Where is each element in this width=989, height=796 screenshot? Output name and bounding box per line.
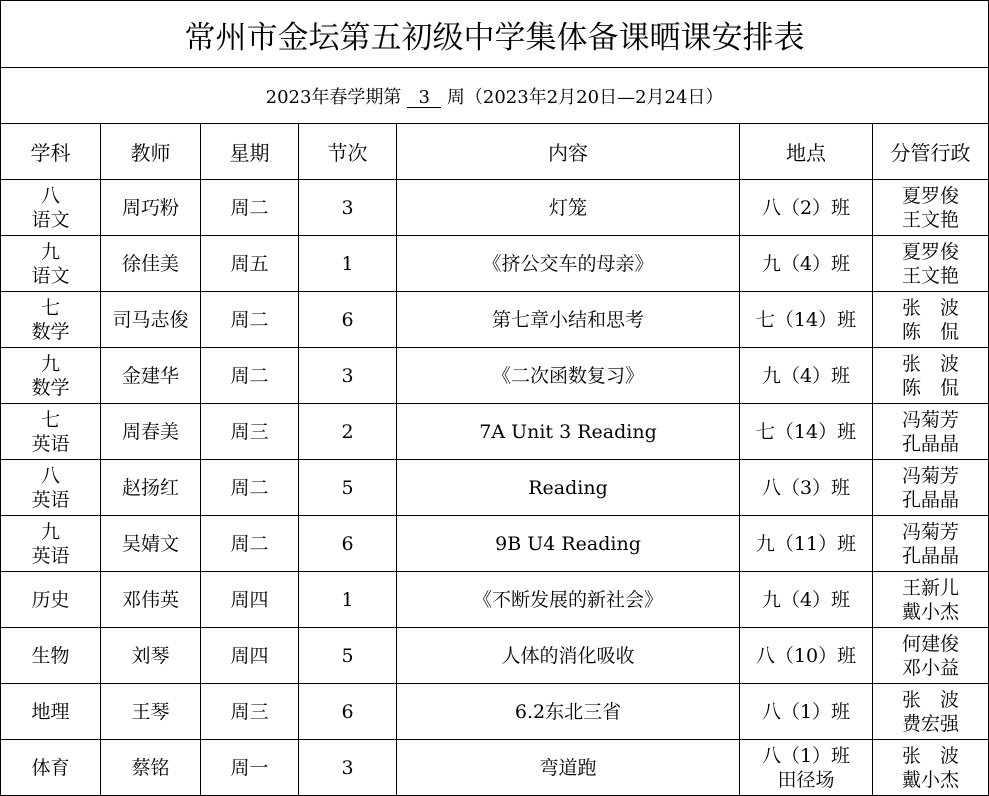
week-number: 3	[407, 89, 441, 108]
day-cell: 周二	[201, 180, 299, 236]
header-day: 星期	[201, 124, 299, 180]
period-cell: 1	[299, 572, 397, 628]
table-row	[1, 516, 989, 572]
grade-label: 八	[40, 184, 60, 207]
header-admin: 分管行政	[873, 124, 989, 180]
content-cell: 7A Unit 3 Reading	[397, 404, 740, 460]
admin-name: 戴小杰	[902, 600, 960, 623]
subject-cell	[1, 348, 101, 404]
admin-cell	[873, 460, 989, 516]
header-teacher: 教师	[101, 124, 201, 180]
admin-name: 王文艳	[902, 208, 960, 231]
location-cell	[740, 460, 873, 516]
subject-cell	[1, 236, 101, 292]
location-cell	[740, 404, 873, 460]
subject-label: 数学	[31, 376, 70, 399]
admin-name: 冯菊芳	[902, 464, 960, 487]
admin-cell	[873, 180, 989, 236]
location-line: 七（14）班	[755, 420, 857, 443]
admin-name: 孔晶晶	[902, 488, 960, 511]
page-title: 常州市金坛第五初级中学集体备课晒课安排表	[1, 1, 989, 68]
location-cell	[740, 236, 873, 292]
table-row	[1, 628, 989, 684]
day-cell: 周二	[201, 460, 299, 516]
period-cell: 5	[299, 460, 397, 516]
location-cell	[740, 572, 873, 628]
location-line: 田径场	[777, 768, 835, 791]
table-row	[1, 348, 989, 404]
subject-label: 语文	[31, 264, 70, 287]
teacher-cell: 金建华	[101, 348, 201, 404]
admin-cell	[873, 516, 989, 572]
period-cell: 3	[299, 180, 397, 236]
subject-cell	[1, 292, 101, 348]
week-line	[1, 68, 989, 124]
subject-cell: 生物	[1, 628, 101, 684]
table-row	[1, 236, 989, 292]
period-cell: 3	[299, 740, 397, 796]
day-cell: 周一	[201, 740, 299, 796]
location-cell	[740, 740, 873, 796]
week-prefix: 2023年春学期第	[265, 86, 402, 108]
subject-label: 英语	[31, 544, 70, 567]
location-line: 八（1）班	[761, 744, 851, 767]
subject-cell: 地理	[1, 684, 101, 740]
period-cell: 5	[299, 628, 397, 684]
location-cell	[740, 292, 873, 348]
period-cell: 6	[299, 292, 397, 348]
table-row	[1, 460, 989, 516]
admin-name: 张 波	[902, 744, 960, 767]
admin-name: 张 波	[902, 352, 960, 375]
table-row	[1, 740, 989, 796]
teacher-cell: 王琴	[101, 684, 201, 740]
header-subject: 学科	[1, 124, 101, 180]
admin-name: 王文艳	[902, 264, 960, 287]
content-cell: 《二次函数复习》	[397, 348, 740, 404]
teacher-cell: 刘琴	[101, 628, 201, 684]
location-line: 七（14）班	[755, 308, 857, 331]
location-cell	[740, 180, 873, 236]
content-cell: Reading	[397, 460, 740, 516]
location-line: 九（4）班	[761, 588, 851, 611]
grade-label: 九	[40, 240, 60, 263]
header-content: 内容	[397, 124, 740, 180]
period-cell: 2	[299, 404, 397, 460]
teacher-cell: 邓伟英	[101, 572, 201, 628]
admin-cell	[873, 684, 989, 740]
header-row	[1, 124, 989, 180]
subject-label: 语文	[31, 208, 70, 231]
table-row	[1, 180, 989, 236]
teacher-cell: 徐佳美	[101, 236, 201, 292]
day-cell: 周三	[201, 404, 299, 460]
subject-cell: 体育	[1, 740, 101, 796]
admin-name: 戴小杰	[902, 768, 960, 791]
admin-name: 陈 侃	[902, 376, 960, 399]
admin-name: 夏罗俊	[902, 184, 960, 207]
day-cell: 周二	[201, 292, 299, 348]
admin-name: 张 波	[902, 296, 960, 319]
teacher-cell: 赵扬红	[101, 460, 201, 516]
content-cell: 9B U4 Reading	[397, 516, 740, 572]
admin-name: 陈 侃	[902, 320, 960, 343]
admin-name: 张 波	[902, 688, 960, 711]
subject-label: 英语	[31, 488, 70, 511]
content-cell: 《挤公交车的母亲》	[397, 236, 740, 292]
location-line: 八（3）班	[761, 476, 851, 499]
admin-name: 孔晶晶	[902, 432, 960, 455]
teacher-cell: 吴婧文	[101, 516, 201, 572]
location-line: 九（4）班	[761, 364, 851, 387]
content-cell: 弯道跑	[397, 740, 740, 796]
location-cell	[740, 628, 873, 684]
teacher-cell: 周春美	[101, 404, 201, 460]
content-cell: 第七章小结和思考	[397, 292, 740, 348]
grade-label: 七	[40, 408, 60, 431]
admin-cell	[873, 740, 989, 796]
subject-cell: 历史	[1, 572, 101, 628]
grade-label: 九	[40, 352, 60, 375]
teacher-cell: 蔡铭	[101, 740, 201, 796]
location-cell	[740, 348, 873, 404]
admin-name: 王新儿	[902, 576, 960, 599]
location-line: 八（2）班	[761, 196, 851, 219]
admin-name: 冯菊芳	[902, 408, 960, 431]
table-row	[1, 572, 989, 628]
header-location: 地点	[740, 124, 873, 180]
day-cell: 周三	[201, 684, 299, 740]
subject-label: 英语	[31, 432, 70, 455]
location-cell	[740, 516, 873, 572]
grade-label: 七	[40, 296, 60, 319]
admin-name: 冯菊芳	[902, 520, 960, 543]
period-cell: 6	[299, 516, 397, 572]
admin-name: 夏罗俊	[902, 240, 960, 263]
subject-cell	[1, 516, 101, 572]
subject-cell	[1, 404, 101, 460]
admin-cell	[873, 236, 989, 292]
location-line: 八（1）班	[761, 700, 851, 723]
admin-name: 费宏强	[902, 712, 960, 735]
subject-cell	[1, 180, 101, 236]
teacher-cell: 司马志俊	[101, 292, 201, 348]
admin-cell	[873, 572, 989, 628]
location-cell	[740, 684, 873, 740]
grade-label: 八	[40, 464, 60, 487]
day-cell: 周四	[201, 628, 299, 684]
period-cell: 6	[299, 684, 397, 740]
admin-name: 孔晶晶	[902, 544, 960, 567]
grade-label: 九	[40, 520, 60, 543]
table-row	[1, 684, 989, 740]
content-cell: 灯笼	[397, 180, 740, 236]
week-suffix: 周（2023年2月20日—2月24日）	[446, 86, 724, 108]
location-line: 九（4）班	[761, 252, 851, 275]
day-cell: 周二	[201, 516, 299, 572]
table-row	[1, 404, 989, 460]
day-cell: 周五	[201, 236, 299, 292]
header-period: 节次	[299, 124, 397, 180]
admin-cell	[873, 628, 989, 684]
subject-label: 数学	[31, 320, 70, 343]
admin-cell	[873, 292, 989, 348]
content-cell: 人体的消化吸收	[397, 628, 740, 684]
table-row	[1, 292, 989, 348]
location-line: 九（11）班	[755, 532, 857, 555]
admin-name: 何建俊	[902, 632, 960, 655]
content-cell: 6.2东北三省	[397, 684, 740, 740]
day-cell: 周二	[201, 348, 299, 404]
admin-cell	[873, 404, 989, 460]
admin-cell	[873, 348, 989, 404]
period-cell: 1	[299, 236, 397, 292]
subject-cell	[1, 460, 101, 516]
day-cell: 周四	[201, 572, 299, 628]
teacher-cell: 周巧粉	[101, 180, 201, 236]
content-cell: 《不断发展的新社会》	[397, 572, 740, 628]
period-cell: 3	[299, 348, 397, 404]
location-line: 八（10）班	[755, 644, 857, 667]
admin-name: 邓小益	[902, 656, 960, 679]
